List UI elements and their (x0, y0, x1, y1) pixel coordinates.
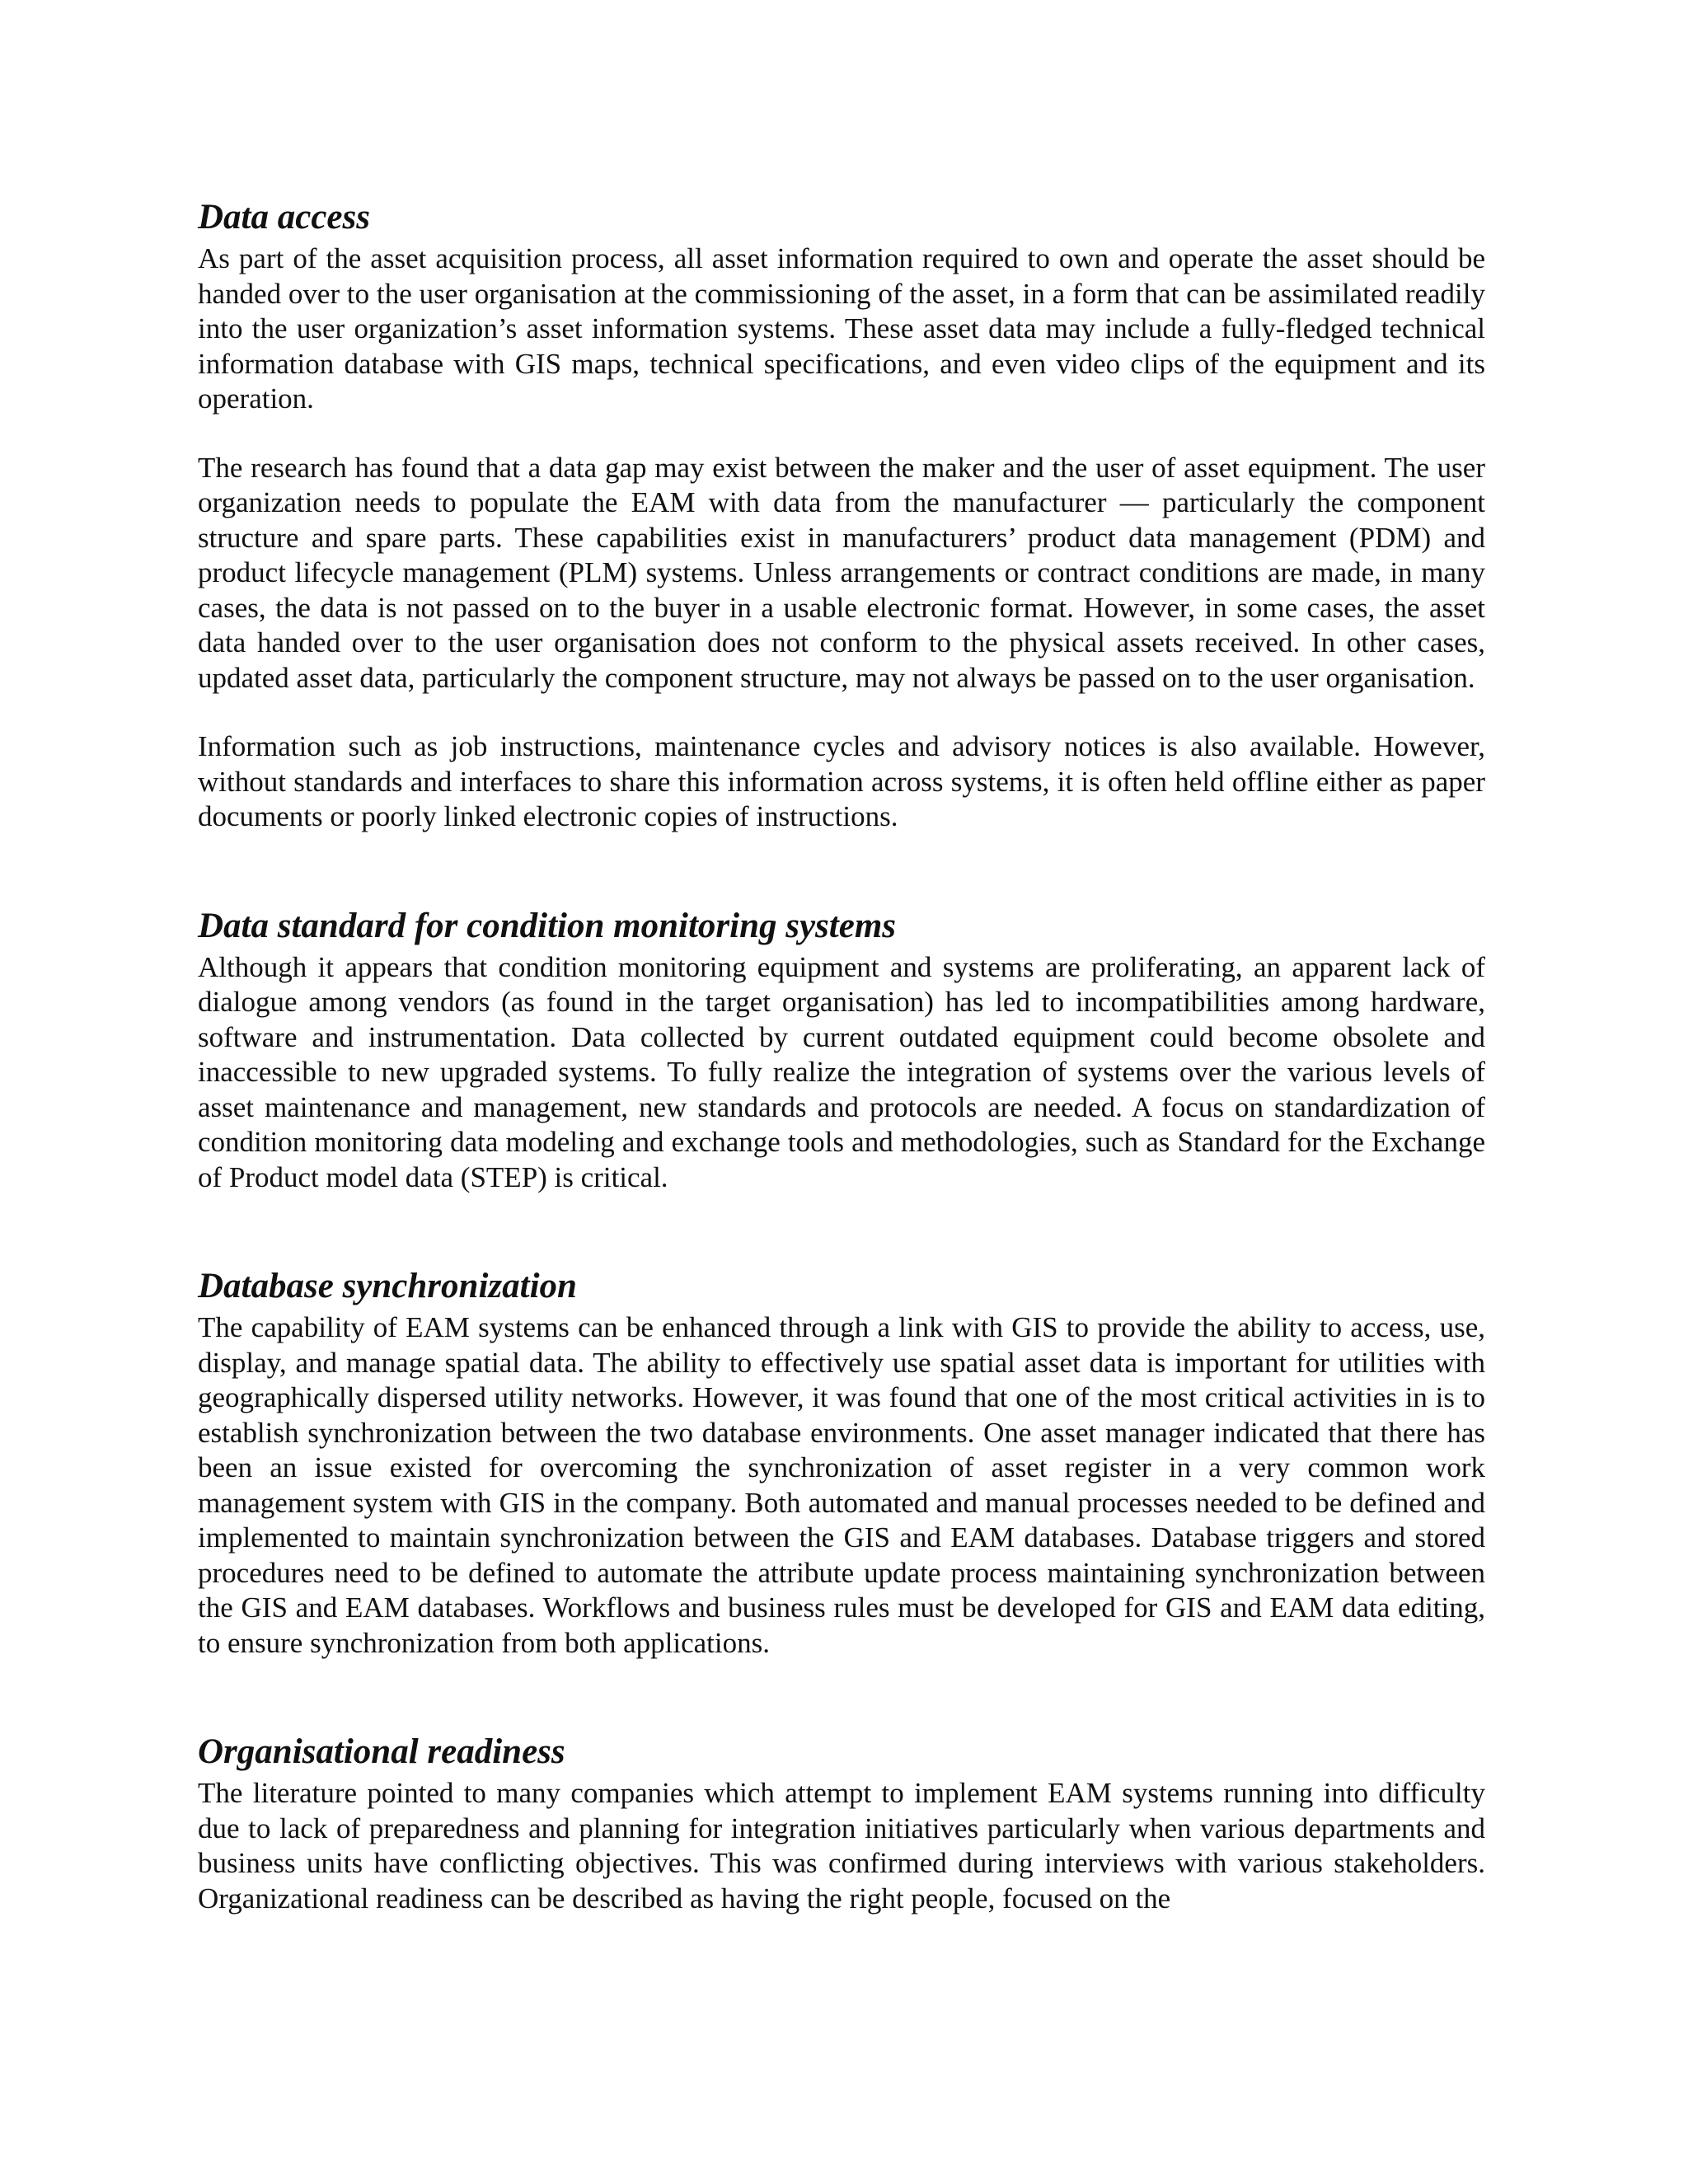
section-database-synchronization (198, 1263, 1485, 1661)
paragraph: The capability of EAM systems can be enhanced through a link with GIS to provide the ability to access, use, display, and manage spatial data. The ability to effectively use spatial asset data is important for utilities with geographically dispersed utility networks. However, it was found that one of the most critical activities in is to establish synchronization between the two database environments. One asset manager indicated that there has been an issue existed for overcoming the synchronization of asset register in a very common work management system with GIS in the company. Both automated and manual processes needed to be defined and implemented to maintain synchronization between the GIS and EAM databases. Database triggers and stored procedures need to be defined to automate the attribute update process maintaining synchronization between the GIS and EAM databases. Workflows and business rules must be developed for GIS and EAM data editing, to ensure synchronization from both applications. (198, 1311, 1485, 1659)
section-data-access (198, 194, 1485, 835)
section-organisational-readiness (198, 1728, 1485, 1916)
section-heading: Data standard for condition monitoring systems (198, 906, 897, 945)
paragraph: Although it appears that condition monitoring equipment and systems are proliferating, an apparent lack of dialogue among vendors (as found in the target organisation) has led to incompatibilities among hardware, software and instrumentation. Data collected by current outdated equipment could become obsolete and inaccessible to new upgraded systems. To fully realize the integration of systems over the various levels of asset maintenance and management, new standards and protocols are needed. A focus on standardization of condition monitoring data modeling and exchange tools and methodologies, such as Standard for the Exchange of Product model data (STEP) is critical. (198, 950, 1485, 1193)
paragraph: As part of the asset acquisition process, all asset information required to own and operate the asset should be handed over to the user organisation at the commissioning of the asset, in a form that can be assimilated readily into the user organization’s asset information systems. These asset data may include a fully-fledged technical information database with GIS maps, technical specifications, and even video clips of the equipment and its operation. (198, 242, 1485, 415)
paragraph: Information such as job instructions, maintenance cycles and advisory notices is also available. However, without standards and interfaces to share this information across systems, it is often held offline either as paper documents or poorly linked electronic copies of instructions. (198, 730, 1485, 832)
paragraph: The research has found that a data gap may exist between the maker and the user of asset equipment. The user organization needs to populate the EAM with data from the manufacturer — particularly the component structure and spare parts. These capabilities exist in manufacturers’ product data management (PDM) and product lifecycle management (PLM) systems. Unless arrangements or contract conditions are made, in many cases, the data is not passed on to the buyer in a usable electronic format. However, in some cases, the asset data handed over to the user organisation does not conform to the physical assets received. In other cases, updated asset data, particularly the component structure, may not always be passed on to the user organisation. (198, 451, 1485, 694)
paragraph: The literature pointed to many companies which attempt to implement EAM systems running into difficulty due to lack of preparedness and planning for integration initiatives particularly when various departments and business units have conflicting objectives. This was confirmed during interviews with various stakeholders. Organizational readiness can be described as having the right people, focused on the (198, 1777, 1485, 1915)
document-page (198, 194, 1485, 1916)
section-heading: Database synchronization (198, 1267, 577, 1305)
section-heading: Organisational readiness (198, 1732, 565, 1771)
section-data-standard (198, 902, 1485, 1196)
section-heading: Data access (198, 198, 370, 237)
